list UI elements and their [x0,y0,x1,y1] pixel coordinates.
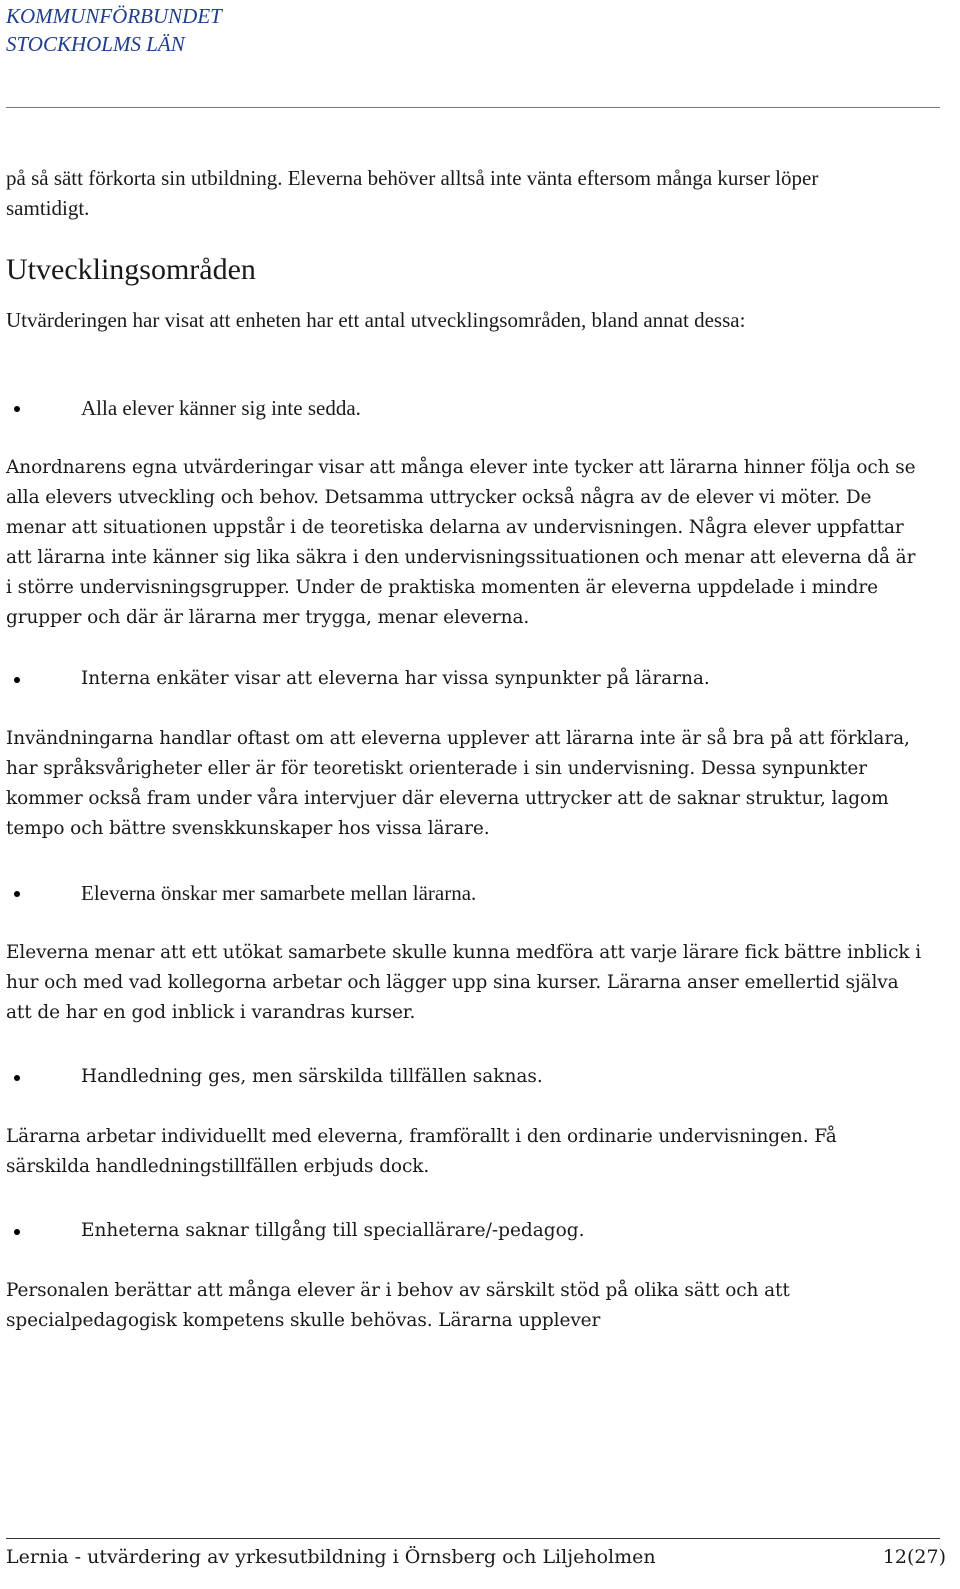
body-paragraph: Invändningarna handlar oftast om att eleverna upplever att lärarna inte är så bra på att förklara, har språksvårigheter eller är för teoretiskt orienterade i sin undervisning. Dessa synpunkter kommer också fram under våra intervjuer där eleverna uttrycker att de saknar struktur, lagom tempo och bättre svenskkunskaper hos vissa lärare. [6,728,910,839]
body-paragraph: Anordnarens egna utvärderingar visar att många elever inte tycker att lärarna hinner följa och se alla elevers utveckling och behov. Detsamma uttrycker också några av de elever vi möter. De menar att situationen uppstår i de teoretiska delarna av undervisningen. Några elever uppfattar att lärarna inte känner sig lika säkra i den undervisningssituationen och menar att eleverna då är i större undervisningsgrupper. Under de praktiska momenten är eleverna uppdelade i mindre grupper och där är lärarna mer trygga, menar eleverna. [6,457,916,628]
bullet-item: Interna enkäter visar att eleverna har vissa synpunkter på lärarna. [6,664,926,694]
lead-paragraph: på så sätt förkorta sin utbildning. Eleverna behöver alltså inte vänta eftersom många kurser löper samtidigt. [6,166,819,220]
bullet-item: Handledning ges, men särskilda tillfällen saknas. [6,1062,926,1092]
footer-divider [6,1538,940,1539]
bullet-item: Enheterna saknar tillgång till speciallärare/-pedagog. [6,1216,926,1246]
bullet-item: Eleverna önskar mer samarbete mellan lärarna. [6,878,926,908]
body-paragraph: Lärarna arbetar individuellt med eleverna, framförallt i den ordinarie undervisningen. Få särskilda handledningstillfällen erbjuds dock. [6,1126,837,1177]
body-paragraph: Personalen berättar att många elever är i behov av särskilt stöd på olika sätt och att specialpedagogisk kompetens skulle behövas. Lärarna upplever [6,1280,790,1331]
body-content [6,393,926,1336]
bullet-item: Alla elever känner sig inte sedda. [6,393,926,423]
page-number: 12(27) [882,1546,946,1568]
header-org-line2: STOCKHOLMS LÄN [6,32,185,56]
document-header [6,2,222,58]
header-divider [6,107,940,108]
body-paragraph: Eleverna menar att ett utökat samarbete skulle kunna medföra att varje lärare fick bättre inblick i hur och med vad kollegorna arbetar och lägger upp sina kurser. Lärarna anser emellertid själva att de har en god inblick i varandras kurser. [6,942,922,1023]
section-heading: Utvecklingsområden [6,253,256,286]
header-org-line1: KOMMUNFÖRBUNDET [6,4,222,28]
intro-paragraph: Utvärderingen har visat att enheten har ett antal utvecklingsområden, bland annat dessa: [6,308,746,332]
footer-title: Lernia - utvärdering av yrkesutbildning i Örnsberg och Liljeholmen [6,1546,656,1568]
